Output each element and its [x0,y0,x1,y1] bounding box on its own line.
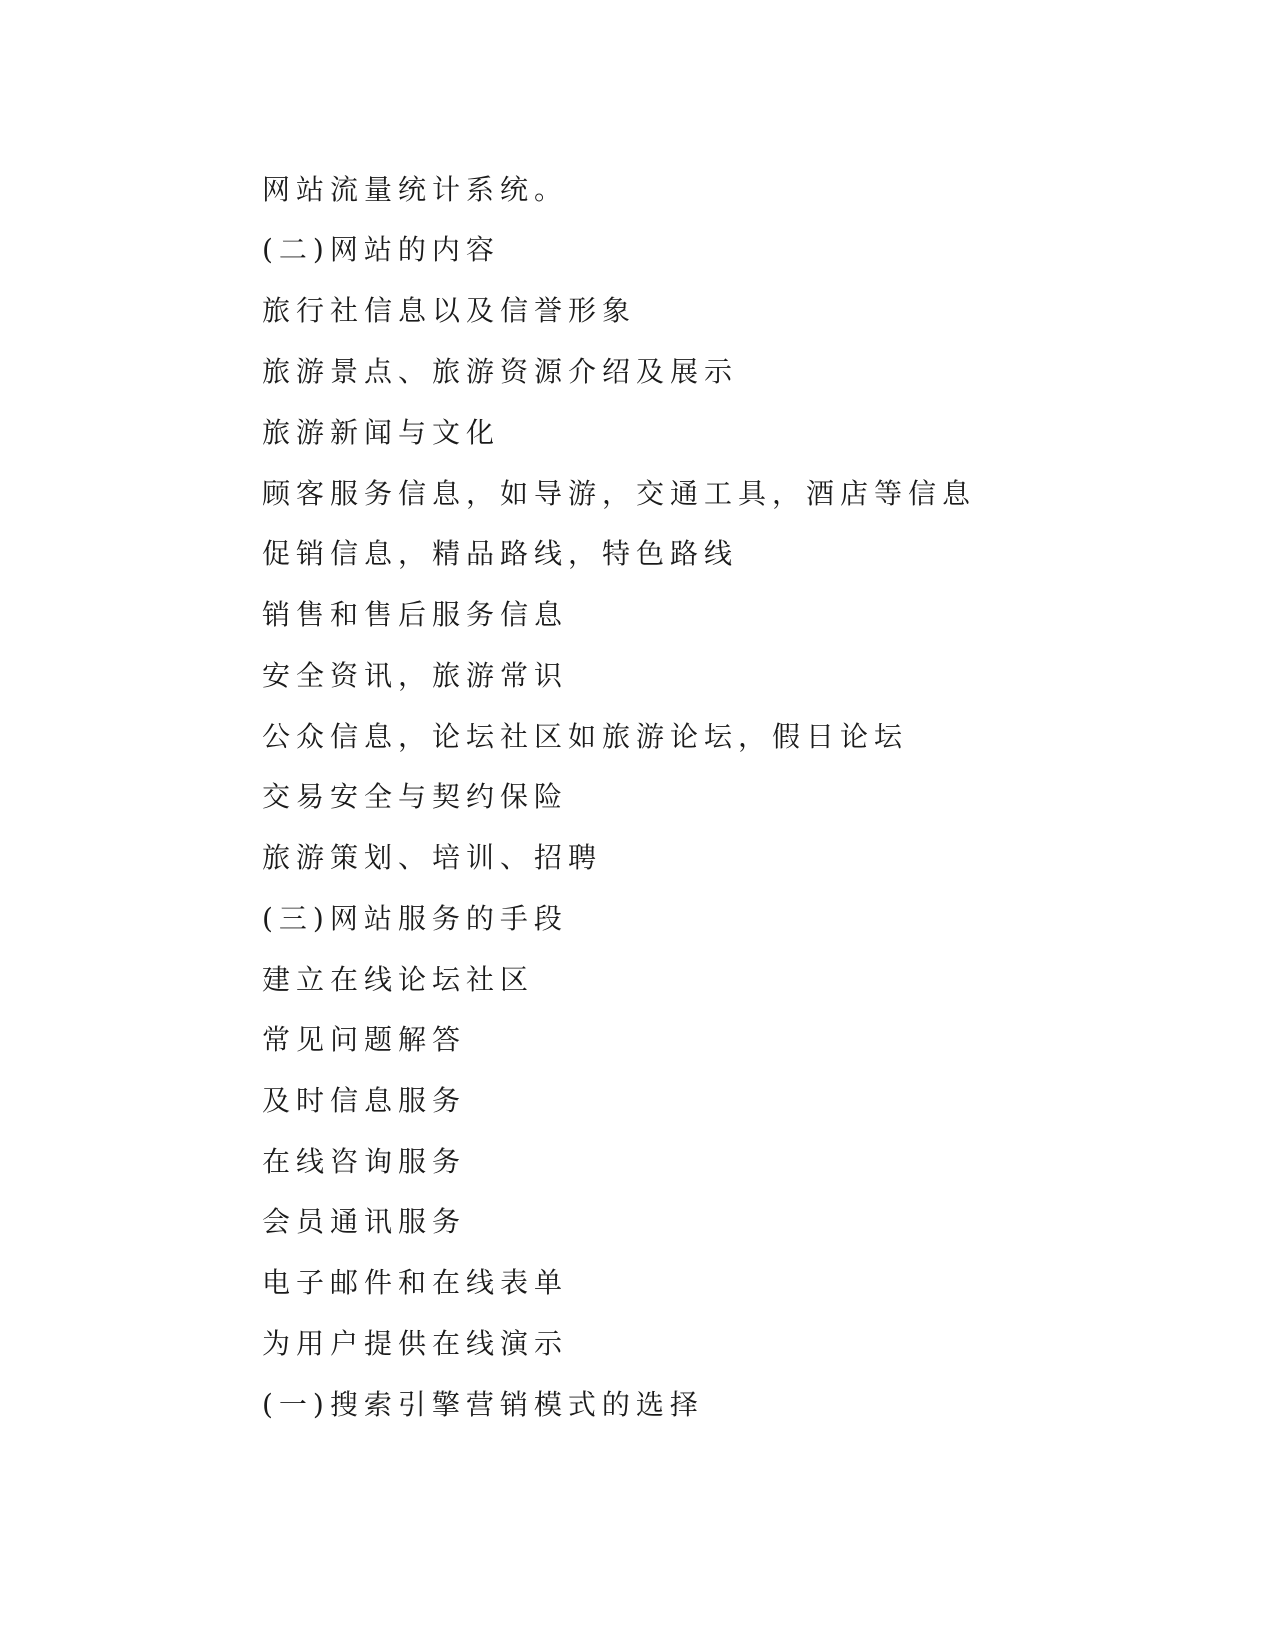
text-line: 及时信息服务 [262,1084,467,1117]
text-line: 网站流量统计系统。 [262,173,569,206]
text-line: 电子邮件和在线表单 [262,1266,569,1299]
text-line: 旅游景点、旅游资源介绍及展示 [262,355,739,388]
text-line: 安全资讯，旅游常识 [262,659,569,692]
text-line: 交易安全与契约保险 [262,780,569,813]
text-line: 公众信息，论坛社区如旅游论坛，假日论坛 [262,720,909,753]
text-line: 旅游策划、培训、招聘 [262,841,603,874]
text-line: 在线咨询服务 [262,1145,467,1178]
section-heading: (三)网站服务的手段 [262,902,568,935]
text-line: 旅游新闻与文化 [262,416,501,449]
text-line: 旅行社信息以及信誉形象 [262,294,637,327]
text-line: 常见问题解答 [262,1023,467,1056]
text-line: 建立在线论坛社区 [262,963,535,996]
section-heading: (一)搜索引擎营销模式的选择 [262,1388,704,1421]
text-line: 为用户提供在线演示 [262,1327,569,1360]
section-heading: (二)网站的内容 [262,233,500,266]
text-line: 促销信息，精品路线，特色路线 [262,537,739,570]
text-line: 会员通讯服务 [262,1205,467,1238]
text-line: 顾客服务信息，如导游，交通工具，酒店等信息 [262,477,977,510]
text-line: 销售和售后服务信息 [262,598,569,631]
